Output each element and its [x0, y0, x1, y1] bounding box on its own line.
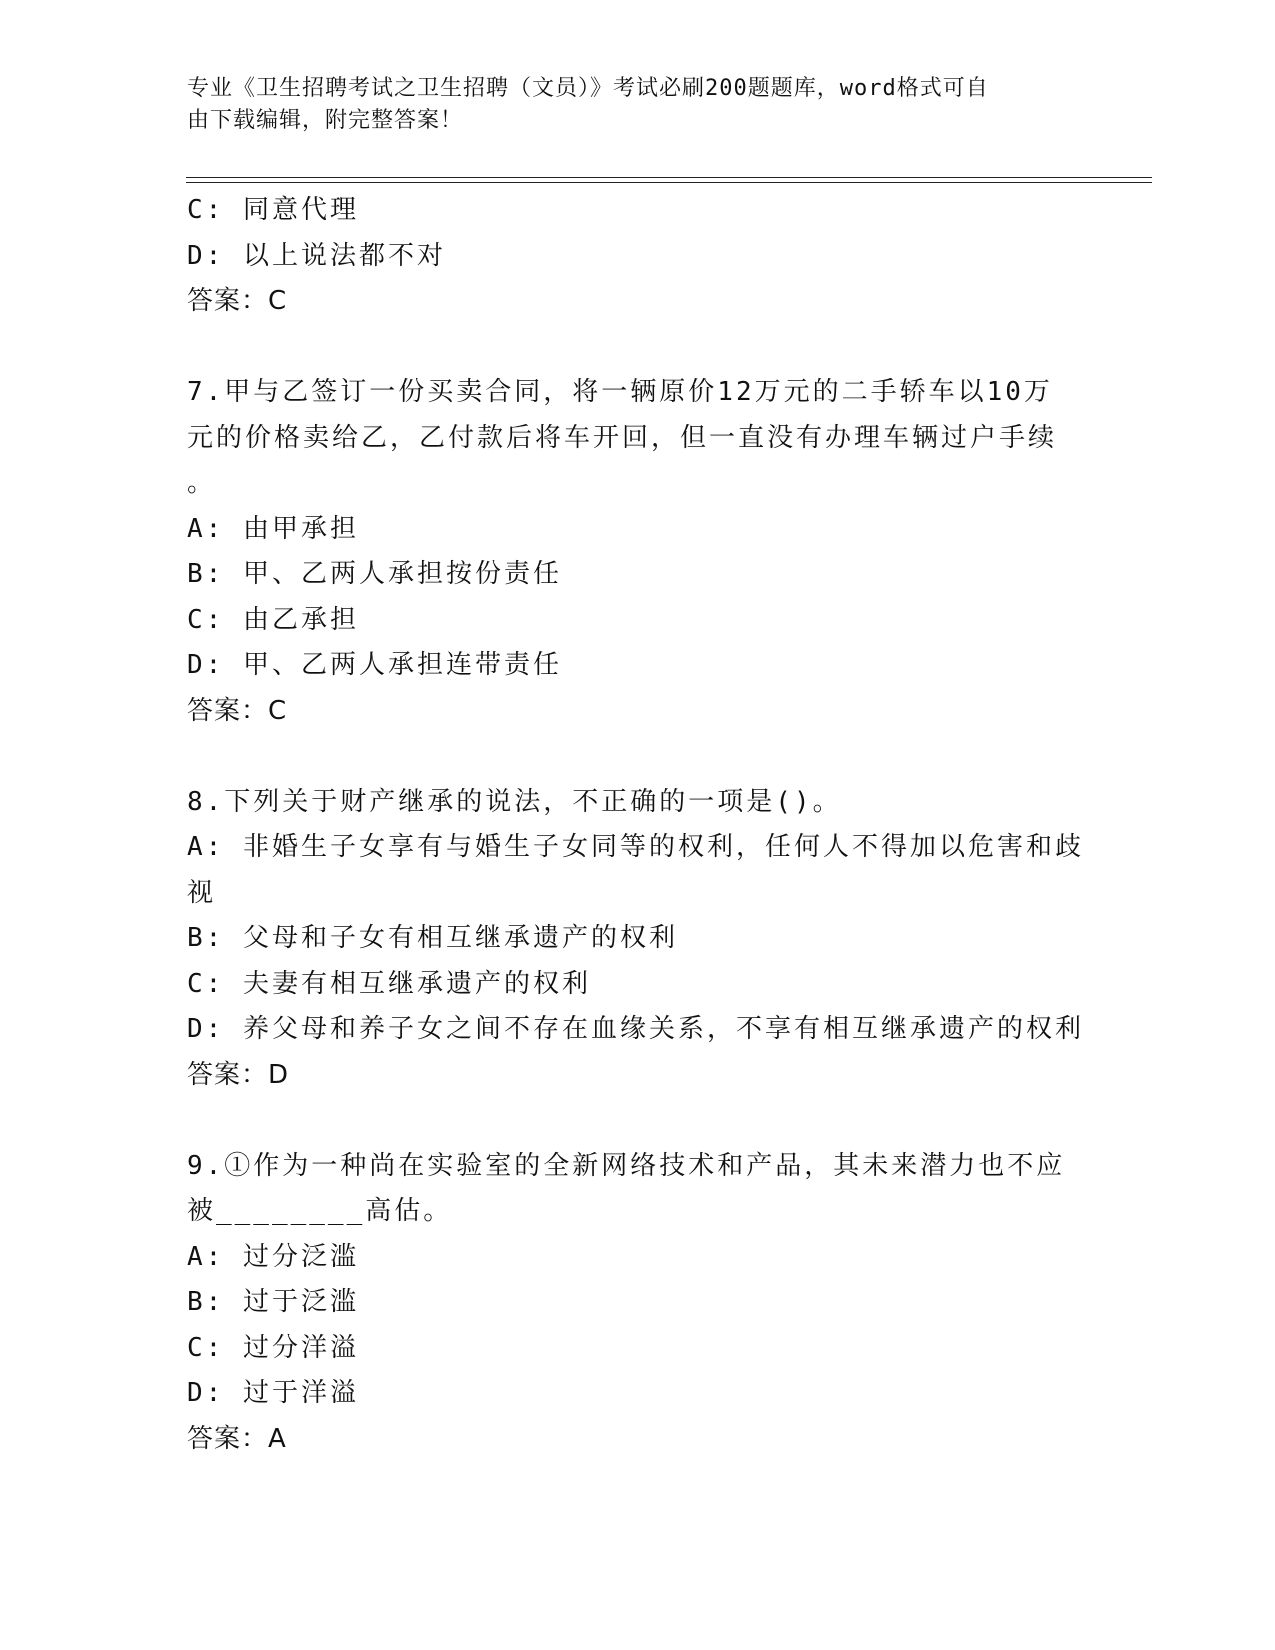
option-line: D: 养父母和养子女之间不存在血缘关系，不享有相互继承遗产的权利 [187, 1014, 1084, 1044]
question-8 [187, 780, 1087, 1099]
header-divider-bottom [186, 182, 1152, 183]
prev-question-tail [187, 188, 1087, 325]
option-line: C: 过分洋溢 [187, 1332, 359, 1363]
option-line: D: 甲、乙两人承担连带责任 [187, 650, 562, 680]
option-line: C: 夫妻有相互继承遗产的权利 [187, 968, 591, 999]
question-7 [187, 370, 1087, 734]
answer-line: 答案：C [187, 286, 288, 316]
option-line: A: 非婚生子女享有与婚生子女同等的权利，任何人不得加以危害和歧 [187, 832, 1084, 862]
option-line: B: 父母和子女有相互继承遗产的权利 [187, 923, 678, 953]
document-header [187, 73, 1067, 137]
question-stem-line: 9.①作为一种尚在实验室的全新网络技术和产品，其未来潜力也不应 [187, 1150, 1066, 1181]
question-9 [187, 1144, 1087, 1463]
option-line: A: 由甲承担 [187, 513, 359, 544]
option-line: B: 过于泛滥 [187, 1287, 359, 1317]
header-line-2: 由下载编辑，附完整答案！ [187, 108, 464, 133]
option-line-continuation: 视 [187, 877, 217, 908]
header-divider-top [186, 177, 1152, 178]
question-content [187, 188, 1087, 1462]
spacer [187, 1098, 1087, 1144]
option-line: C: 同意代理 [187, 195, 359, 225]
question-stem-line: 被________高估。 [187, 1196, 453, 1226]
answer-line: 答案：C [187, 695, 288, 726]
option-line: C: 由乙承担 [187, 604, 359, 635]
answer-line: 答案：D [187, 1059, 290, 1090]
option-line: D: 过于洋溢 [187, 1378, 359, 1408]
spacer [187, 325, 1087, 371]
option-line: B: 甲、乙两人承担按份责任 [187, 559, 562, 589]
option-line: A: 过分泛滥 [187, 1241, 359, 1272]
answer-line: 答案：A [187, 1423, 287, 1454]
question-stem-line: 8.下列关于财产继承的说法，不正确的一项是()。 [187, 786, 842, 817]
question-stem-line: 7.甲与乙签订一份买卖合同，将一辆原价12万元的二手轿车以10万 [187, 377, 1053, 407]
question-stem-line: 。 [187, 468, 217, 498]
option-line: D: 以上说法都不对 [187, 240, 446, 271]
question-stem-line: 元的价格卖给乙，乙付款后将车开回，但一直没有办理车辆过户手续 [187, 422, 1058, 453]
spacer [187, 734, 1087, 780]
header-line-1: 专业《卫生招聘考试之卫生招聘（文员）》考试必刷200题题库，word格式可自 [187, 76, 989, 101]
